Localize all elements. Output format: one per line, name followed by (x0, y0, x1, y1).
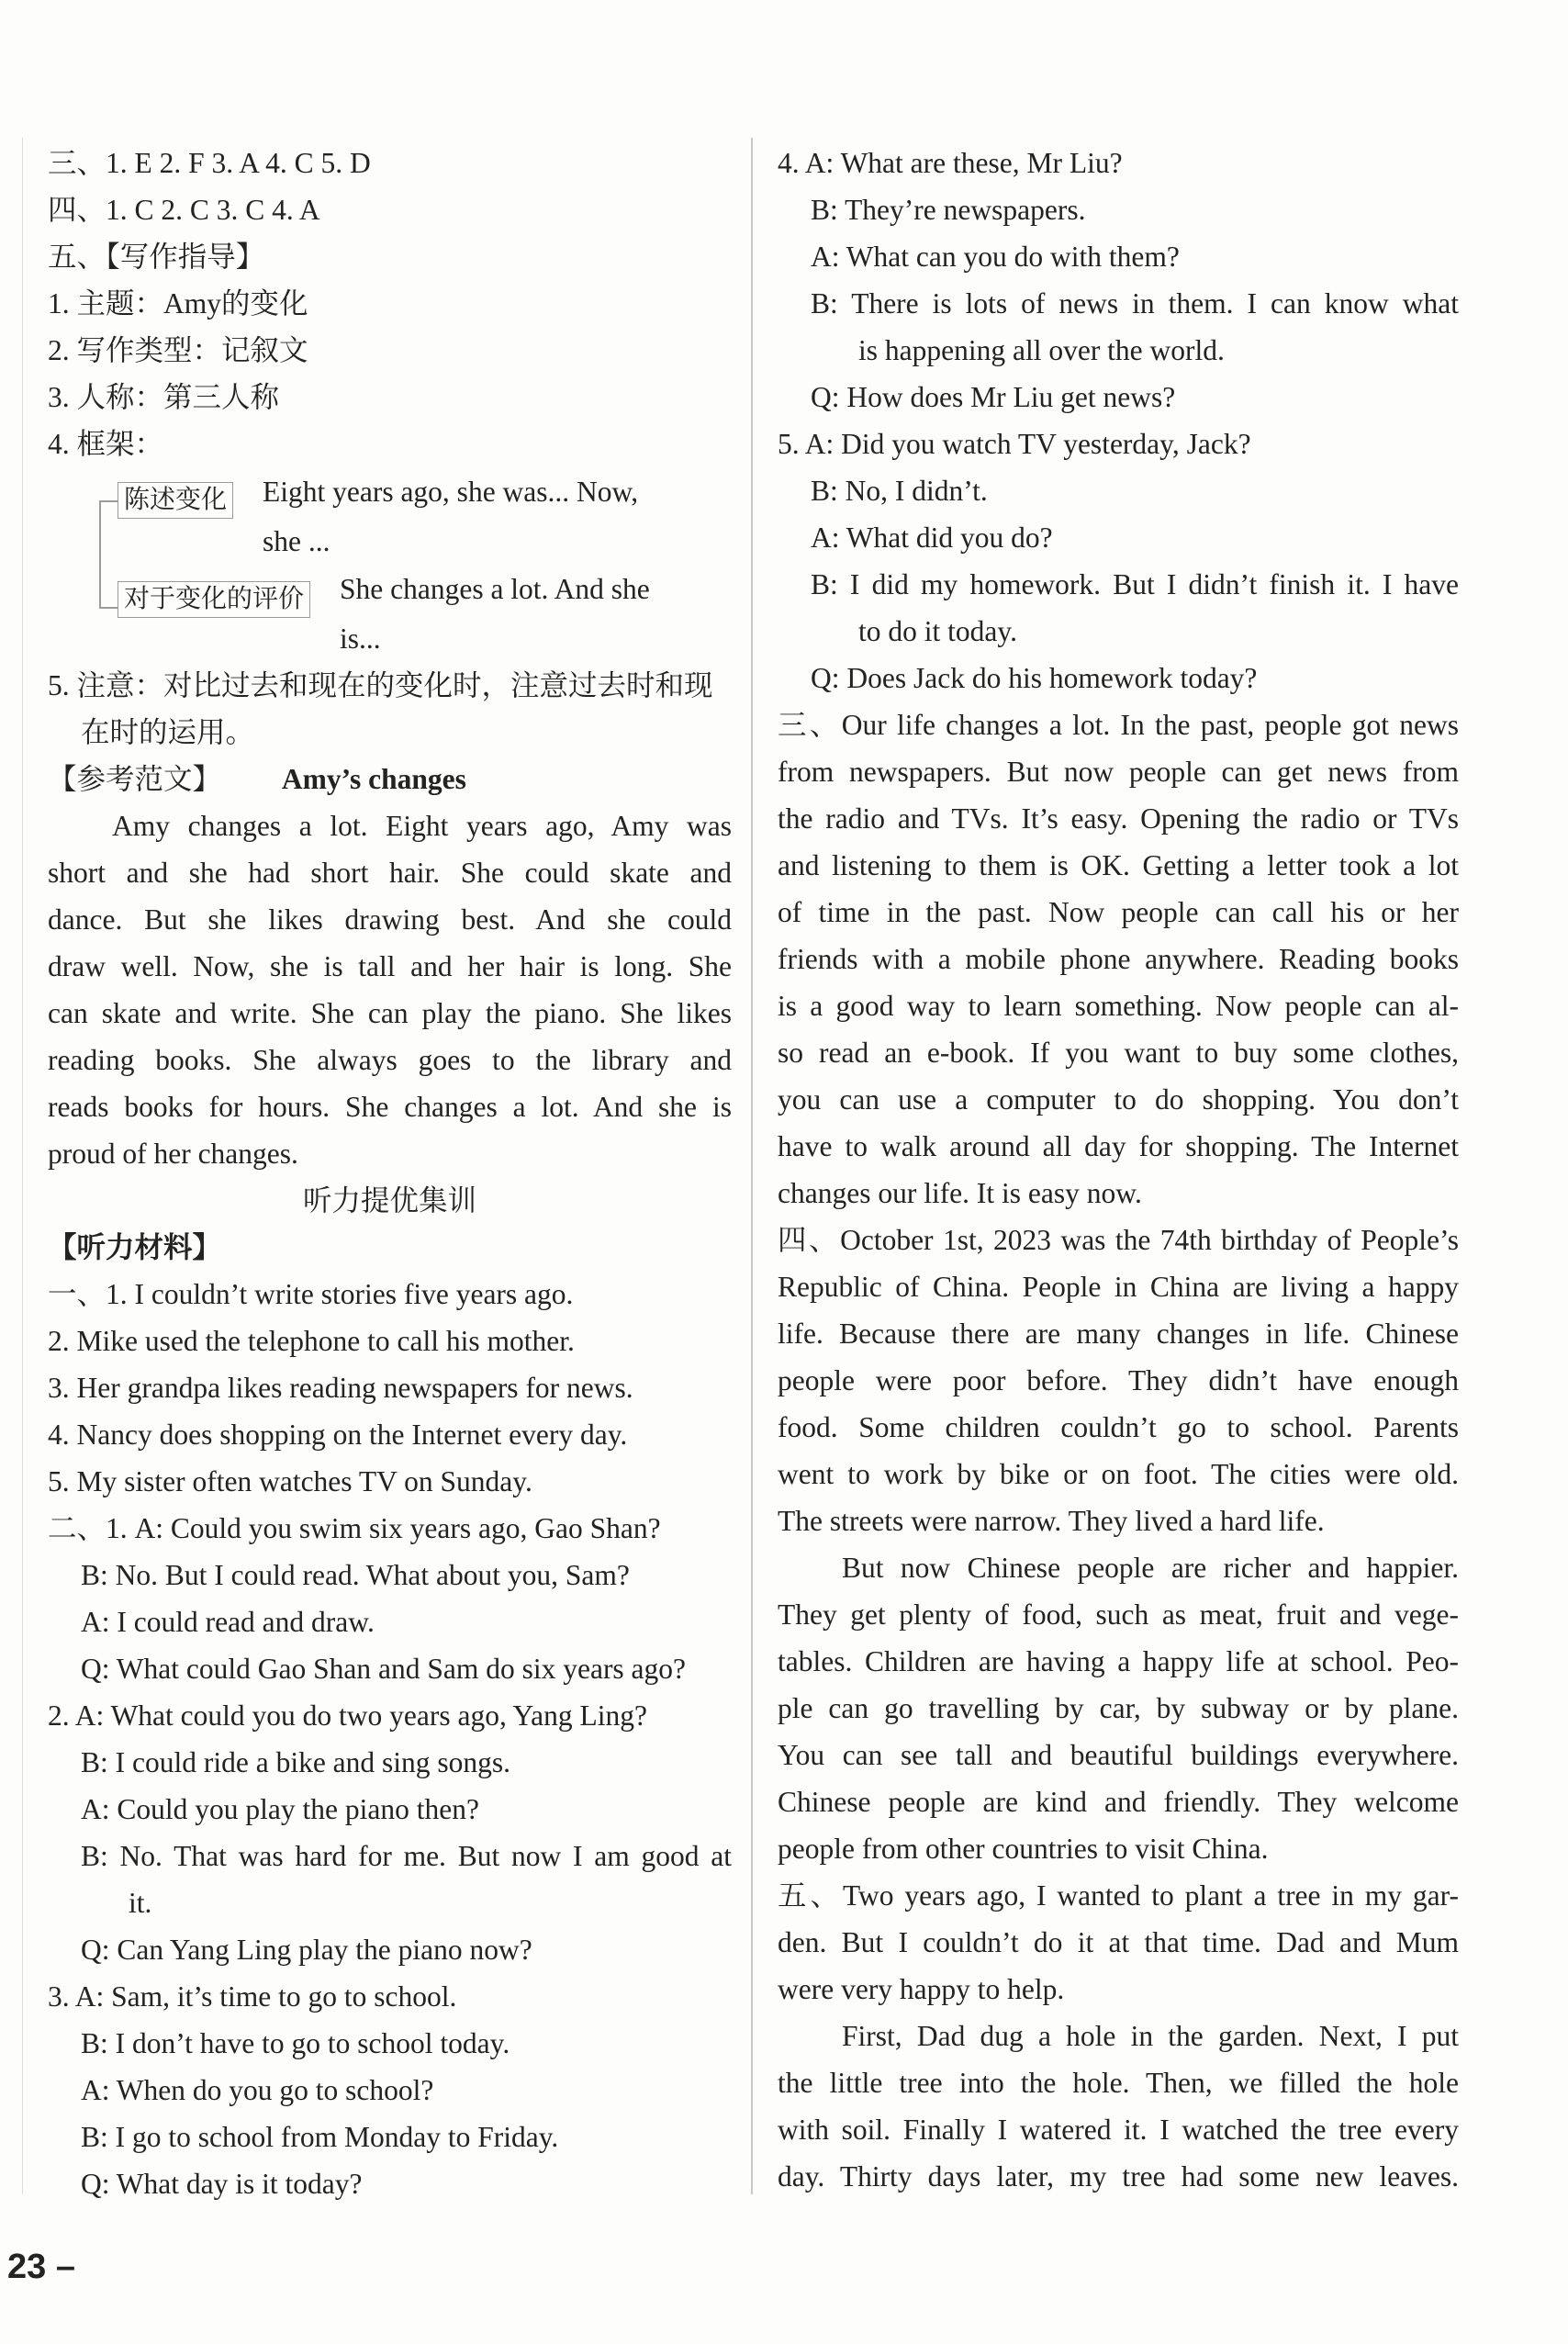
page-number: 23 – (7, 2248, 75, 2286)
part3-line: and listening to them is OK. Getting a letter took a lot (778, 849, 1459, 881)
column-divider (751, 138, 753, 2194)
part5-line: First, Dad dug a hole in the garden. Next, I put (842, 2020, 1459, 2052)
model-essay-heading (48, 756, 732, 802)
dialog-line: to do it today. (858, 615, 1017, 647)
dialog-line: A: What can you do with them? (811, 241, 1180, 273)
part5-line: were very happy to help. (778, 1973, 1065, 2005)
part1-line: 5. My sister often watches TV on Sunday. (48, 1465, 532, 1497)
essay-line: Amy changes a lot. Eight years ago, Amy was (112, 810, 732, 842)
part4-line: They get plenty of food, such as meat, fruit and vege- (778, 1598, 1459, 1631)
part4-line: people were poor before. They didn’t have enough (778, 1364, 1459, 1396)
left-column (48, 140, 732, 2207)
part1-line: 3. Her grandpa likes reading newspapers for news. (48, 1372, 633, 1404)
bracket-bottom (99, 607, 118, 609)
essay-line: proud of her changes. (48, 1138, 298, 1170)
guide-framework-label: 4. 框架： (48, 428, 164, 460)
part1-line: 一、1. I couldn’t write stories five years ago. (48, 1278, 574, 1310)
listening-materials-label: 【听力材料】 (48, 1231, 222, 1263)
part3-line: of time in the past. Now people can call his or her (778, 896, 1459, 928)
part4-line: ple can go travelling by car, by subway or by plane. (778, 1692, 1459, 1724)
framework-box-statement: 陈述变化 (118, 482, 233, 519)
essay-line: can skate and write. She can play the piano. She likes (48, 997, 732, 1029)
part5-line: day. Thirty days later, my tree had some new leaves. (778, 2160, 1459, 2193)
part3-line: 三、Our life changes a lot. In the past, people got news (778, 709, 1459, 741)
dialog-line: A: I could read and draw. (81, 1606, 375, 1638)
part5-line: den. But I couldn’t do it at that time. Dad and Mum (778, 1926, 1459, 1958)
essay-line: reading books. She always goes to the library and (48, 1044, 732, 1076)
framework-box-evaluation: 对于变化的评价 (118, 581, 310, 618)
dialog-question: Q: What day is it today? (81, 2168, 363, 2200)
part1-line: 4. Nancy does shopping on the Internet every day. (48, 1419, 628, 1451)
part4-line: Republic of China. People in China are living a happy (778, 1271, 1459, 1303)
part1-line: 2. Mike used the telephone to call his mother. (48, 1325, 575, 1357)
part4-line: You can see tall and beautiful buildings everywhere. (778, 1739, 1459, 1771)
essay-line: dance. But she likes drawing best. And she could (48, 903, 732, 936)
part4-line: The streets were narrow. They lived a hard life. (778, 1505, 1325, 1537)
essay-line: reads books for hours. She changes a lot. And she is (48, 1091, 732, 1123)
dialog-line: 5. A: Did you watch TV yesterday, Jack? (778, 428, 1251, 460)
dialog-line: B: I could ride a bike and sing songs. (81, 1746, 511, 1778)
dialog-line: is happening all over the world. (858, 334, 1225, 366)
dialog-line: B: No, I didn’t. (811, 475, 988, 507)
part3-line: is a good way to learn something. Now people can al- (778, 990, 1459, 1022)
part3-line: friends with a mobile phone anywhere. Reading books (778, 943, 1459, 975)
dialog-line: B: There is lots of news in them. I can know what (811, 287, 1459, 320)
dialog-line: B: I go to school from Monday to Friday. (81, 2121, 559, 2153)
dialog-line: A: What did you do? (811, 522, 1053, 554)
part3-line: changes our life. It is easy now. (778, 1177, 1142, 1209)
part4-line: went to work by bike or on foot. The cities were old. (778, 1458, 1459, 1490)
left-margin-line (22, 138, 23, 2194)
framework-text-1a: Eight years ago, she was... Now, (263, 476, 639, 508)
part4-line: Chinese people are kind and friendly. They welcome (778, 1786, 1459, 1818)
part4-line: 四、October 1st, 2023 was the 74th birthday of People’s (778, 1224, 1459, 1256)
dialog-line: 2. A: What could you do two years ago, Yang Ling? (48, 1699, 647, 1732)
dialog-line: 3. A: Sam, it’s time to go to school. (48, 1980, 457, 2013)
model-essay-label: 【参考范文】 (48, 763, 222, 795)
section-title: 听力提优集训 (302, 1184, 476, 1217)
guide-note-cont: 在时的运用。 (81, 716, 255, 748)
framework-text-2a: She changes a lot. And she (340, 573, 650, 605)
dialog-line: B: I don’t have to go to school today. (81, 2027, 510, 2059)
part5-line: 五、Two years ago, I wanted to plant a tree in my gar- (778, 1879, 1459, 1912)
framework-text-2b: is... (340, 622, 381, 655)
bracket-vertical (99, 500, 101, 609)
dialog-question: Q: Can Yang Ling play the piano now? (81, 1934, 532, 1966)
dialog-line: B: They’re newspapers. (811, 194, 1086, 226)
guide-person: 3. 人称：第三人称 (48, 381, 280, 413)
framework-diagram (48, 467, 732, 662)
part4-line: But now Chinese people are richer and happier. (842, 1552, 1459, 1584)
essay-line: short and she had short hair. She could skate and (48, 857, 732, 889)
part3-line: have to walk around all day for shopping. The Internet (778, 1130, 1459, 1162)
right-column (778, 140, 1459, 2200)
part4-line: tables. Children are having a happy life at school. Peo- (778, 1645, 1459, 1677)
part4-line: people from other countries to visit China. (778, 1833, 1269, 1865)
dialog-question: Q: How does Mr Liu get news? (811, 381, 1176, 413)
part5-line: with soil. Finally I watered it. I watched the tree every (778, 2114, 1459, 2146)
dialog-line: B: No. But I could read. What about you, Sam? (81, 1559, 630, 1591)
dialog-line: B: No. That was hard for me. But now I am good at (81, 1840, 732, 1872)
framework-text-1b: she ... (263, 525, 330, 557)
part3-line: the radio and TVs. It’s easy. Opening the radio or TVs (778, 802, 1459, 835)
part3-line: from newspapers. But now people can get news from (778, 756, 1459, 788)
dialog-line: it. (129, 1887, 152, 1919)
dialog-line: 4. A: What are these, Mr Liu? (778, 147, 1123, 179)
part4-line: life. Because there are many changes in life. Chinese (778, 1318, 1459, 1350)
dialog-line: 二、1. A: Could you swim six years ago, Gao Shan? (48, 1512, 661, 1544)
dialog-question: Q: Does Jack do his homework today? (811, 662, 1258, 694)
part3-line: so read an e-book. If you want to buy some clothes, (778, 1037, 1459, 1069)
dialog-line: B: I did my homework. But I didn’t finish it. I have (811, 568, 1459, 600)
guide-topic: 1. 主题：Amy的变化 (48, 287, 308, 320)
dialog-question: Q: What could Gao Shan and Sam do six years ago? (81, 1653, 687, 1685)
part5-line: the little tree into the hole. Then, we filled the hole (778, 2067, 1459, 2099)
writing-guide-title: 五、【写作指导】 (48, 241, 265, 273)
bracket-top (99, 500, 118, 502)
model-essay-title: Amy’s changes (281, 763, 466, 795)
essay-line: draw well. Now, she is tall and her hair is long. She (48, 950, 732, 982)
answer-row-si: 四、1. C 2. C 3. C 4. A (48, 194, 320, 226)
part4-line: food. Some children couldn’t go to school. Parents (778, 1411, 1459, 1443)
dialog-line: A: Could you play the piano then? (81, 1793, 479, 1825)
dialog-line: A: When do you go to school? (81, 2074, 434, 2106)
part3-line: you can use a computer to do shopping. You don’t (778, 1083, 1459, 1116)
guide-note: 5. 注意：对比过去和现在的变化时，注意过去时和现 (48, 669, 713, 701)
answer-row-san: 三、1. E 2. F 3. A 4. C 5. D (48, 147, 371, 179)
guide-type: 2. 写作类型：记叙文 (48, 334, 308, 366)
